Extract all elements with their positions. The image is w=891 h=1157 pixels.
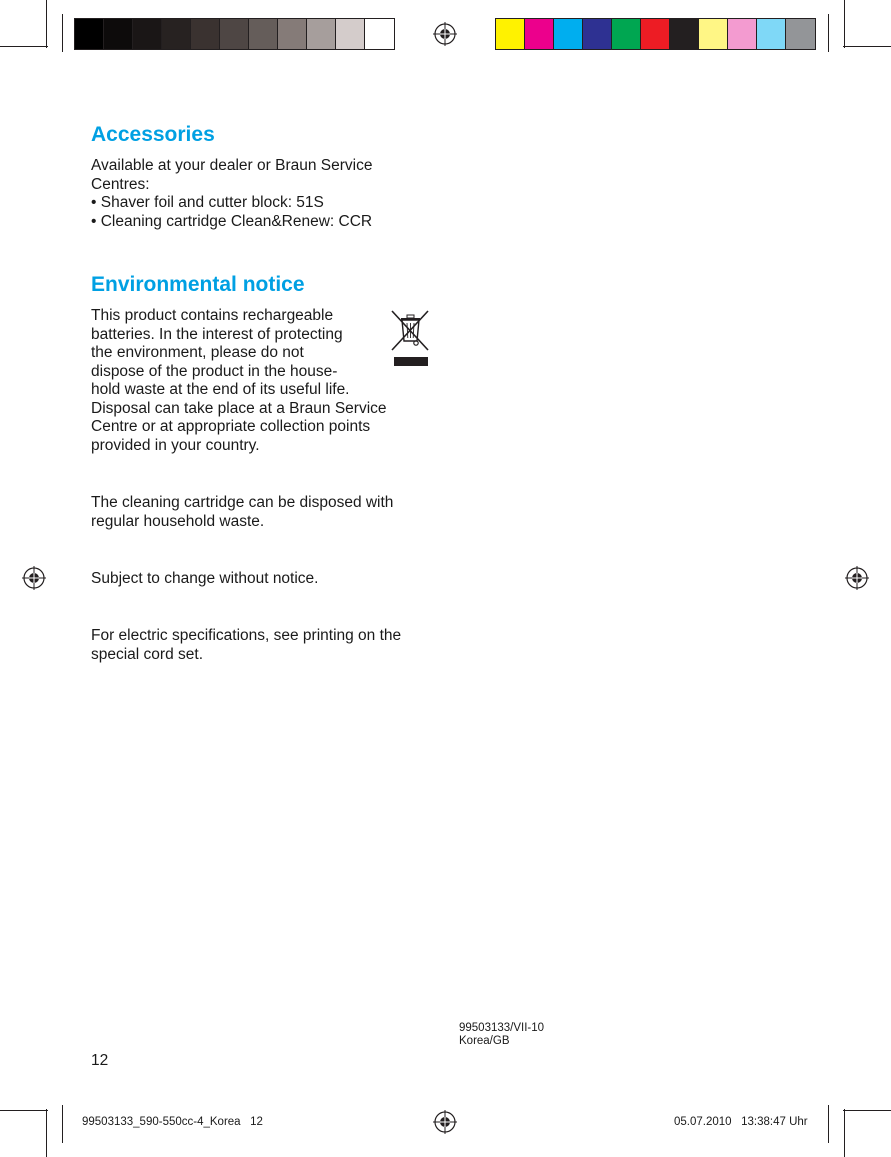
accessories-list xyxy=(91,194,372,231)
crop-mark xyxy=(843,1110,891,1111)
slug-right: 05.07.2010 13:38:47 Uhr xyxy=(674,1116,808,1128)
cartridge-disposal-text xyxy=(91,494,393,531)
color-swatch xyxy=(336,19,365,49)
crop-mark xyxy=(0,1110,48,1111)
color-swatch xyxy=(757,19,786,49)
text-line: For electric specifications, see printing on the xyxy=(91,627,402,644)
crop-mark xyxy=(828,14,829,52)
color-swatch xyxy=(612,19,641,49)
color-swatch xyxy=(496,19,525,49)
color-swatch xyxy=(249,19,278,49)
color-swatch xyxy=(162,19,191,49)
crop-mark xyxy=(844,1109,845,1157)
document-code xyxy=(459,1022,544,1048)
color-swatch xyxy=(786,19,815,49)
document-code-line: 99503133/VII-10 xyxy=(459,1022,545,1034)
page-number: 12 xyxy=(91,1052,109,1069)
color-swatch xyxy=(104,19,133,49)
crop-mark xyxy=(0,46,48,47)
color-swatch xyxy=(365,19,394,49)
registration-mark-icon xyxy=(845,566,869,590)
color-swatch xyxy=(641,19,670,49)
environmental-heading: Environmental notice xyxy=(91,273,305,296)
color-swatch xyxy=(728,19,757,49)
crop-mark xyxy=(62,14,63,52)
color-swatch xyxy=(670,19,699,49)
registration-mark-icon xyxy=(433,1110,457,1134)
grayscale-color-bar xyxy=(74,18,395,50)
accessories-heading: Accessories xyxy=(91,123,215,146)
color-swatch xyxy=(133,19,162,49)
text-line: The cleaning cartridge can be disposed with xyxy=(91,494,394,511)
color-swatch xyxy=(525,19,554,49)
color-swatch xyxy=(554,19,583,49)
text-line: Centre or at appropriate collection points xyxy=(91,418,371,435)
crossed-out-wheelie-bin-icon xyxy=(389,308,431,370)
electric-specifications-text xyxy=(91,627,401,664)
cmyk-color-bar xyxy=(495,18,816,50)
text-line: regular household waste. xyxy=(91,512,265,530)
list-item: • Shaver foil and cutter block: 51S xyxy=(91,194,372,213)
color-swatch xyxy=(191,19,220,49)
crop-mark xyxy=(843,46,891,47)
text-line: hold waste at the end of its useful life. xyxy=(91,381,350,398)
registration-mark-icon xyxy=(22,566,46,590)
crop-mark xyxy=(844,0,845,48)
accessories-intro xyxy=(91,157,372,194)
environmental-text xyxy=(91,307,387,455)
accessories-intro-line: Available at your dealer or Braun Service xyxy=(91,157,373,174)
color-swatch xyxy=(307,19,336,49)
color-swatch xyxy=(75,19,104,49)
text-line: provided in your country. xyxy=(91,436,260,454)
color-swatch xyxy=(278,19,307,49)
text-line: Disposal can take place at a Braun Service xyxy=(91,399,387,417)
accessories-intro-line: Centres: xyxy=(91,175,150,193)
change-notice: Subject to change without notice. xyxy=(91,570,319,587)
registration-mark-icon xyxy=(433,22,457,46)
crop-mark xyxy=(828,1105,829,1143)
color-swatch xyxy=(583,19,612,49)
text-line: the environment, please do not xyxy=(91,344,304,361)
color-swatch xyxy=(699,19,728,49)
text-line: batteries. In the interest of protecting xyxy=(91,325,343,343)
text-line: dispose of the product in the house- xyxy=(91,362,338,380)
crop-mark xyxy=(62,1105,63,1143)
document-code-line: Korea/GB xyxy=(459,1035,510,1047)
slug-left: 99503133_590-550cc-4_Korea 12 xyxy=(82,1116,263,1128)
color-swatch xyxy=(220,19,249,49)
text-line: special cord set. xyxy=(91,645,203,663)
crop-mark xyxy=(46,1109,47,1157)
crop-mark xyxy=(46,0,47,48)
list-item: • Cleaning cartridge Clean&Renew: CCR xyxy=(91,213,372,232)
text-line: This product contains rechargeable xyxy=(91,307,334,324)
